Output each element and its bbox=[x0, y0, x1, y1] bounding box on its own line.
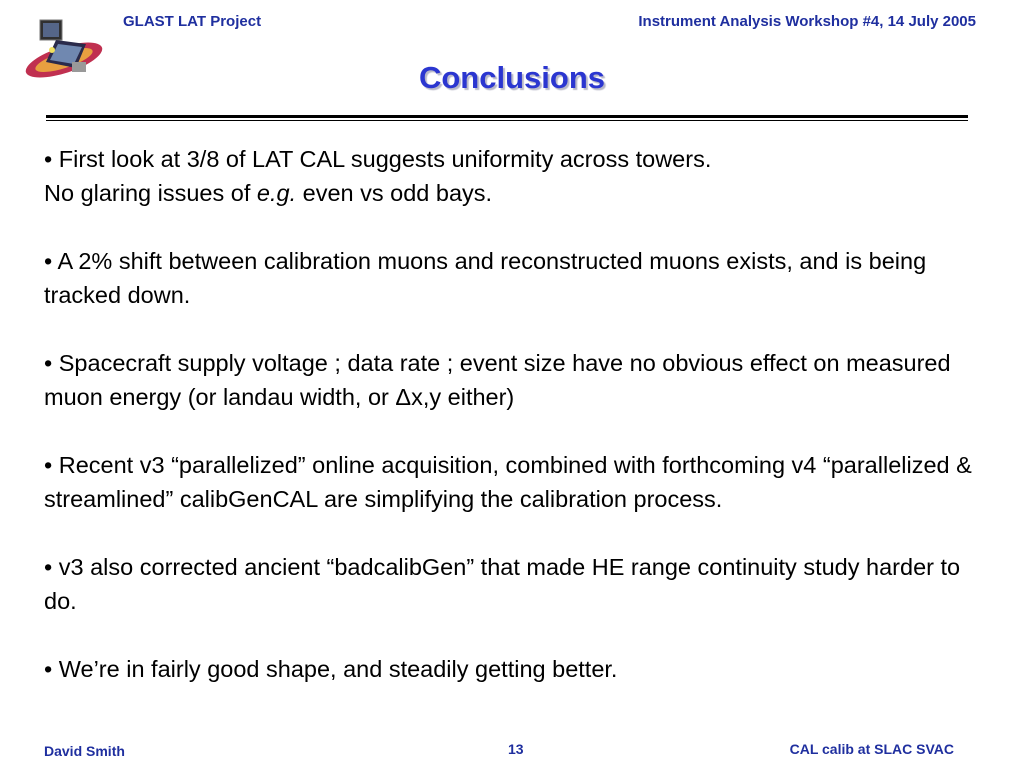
bullet-4: • Recent v3 “parallelized” online acquisition, combined with forthcoming v4 “parallelized & streamlined” calibGenCAL are simplifying the calibration process. bbox=[44, 452, 972, 512]
footer-talk-title: CAL calib at SLAC SVAC bbox=[789, 741, 954, 757]
bullet-6: • We’re in fairly good shape, and steadily getting better. bbox=[44, 656, 618, 682]
title-rule-thick bbox=[46, 115, 968, 118]
footer-author: David Smith bbox=[44, 743, 125, 759]
bullet-1-line-1: • First look at 3/8 of LAT CAL suggests uniformity across towers. bbox=[44, 146, 712, 172]
bullet-1 bbox=[44, 142, 979, 210]
bullet-3-text-end: x,y either) bbox=[411, 384, 515, 410]
title-rule-thin bbox=[46, 120, 968, 121]
bullet-1-emphasis: e.g. bbox=[256, 180, 297, 206]
bullet-list bbox=[44, 142, 979, 686]
footer-page-number: 13 bbox=[508, 741, 524, 757]
bullet-2: • A 2% shift between calibration muons and reconstructed muons exists, and is being tracked down. bbox=[44, 248, 927, 308]
header-project-title: GLAST LAT Project bbox=[123, 13, 262, 30]
header-workshop-title: Instrument Analysis Workshop #4, 14 July 2005 bbox=[638, 13, 976, 30]
slide-title: Conclusions bbox=[418, 60, 605, 95]
delta-symbol: Δ bbox=[395, 384, 412, 410]
bullet-1-line-2-post: even vs odd bays. bbox=[296, 180, 493, 206]
bullet-5: • v3 also corrected ancient “badcalibGen” that made HE range continuity study harder to do. bbox=[44, 554, 961, 614]
bullet-1-line-2-pre: No glaring issues of bbox=[44, 180, 257, 206]
bullet-3 bbox=[44, 346, 979, 414]
bullet-3-text: • Spacecraft supply voltage ; data rate ; event size have no obvious effect on measured muon energy (or landau width, or bbox=[44, 350, 951, 410]
